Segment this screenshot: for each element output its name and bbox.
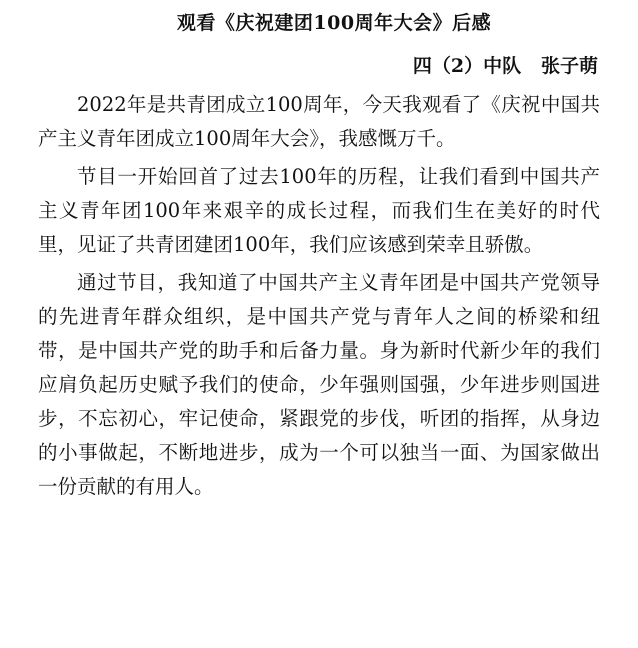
paragraph: 通过节目，我知道了中国共产主义青年团是中国共产党领导的先进青年群众组织，是中国共产党与青年人之间的桥梁和纽带，是中国共产党的助手和后备力量。身为新时代新少年的我们应肩负起历史赋予我们的使命，少年强则国强，少年进步则国进步，不忘初心，牢记使命，紧跟党的步伐，听团的指挥，从身边的小事做起，不断地进步，成为一个可以独当一面、为国家做出一份贡献的有用人。 xyxy=(38,271,600,498)
document-body xyxy=(38,88,600,508)
document-title: 观看《庆祝建团100周年大会》后感 xyxy=(176,12,492,34)
paragraph: 2022年是共青团成立100周年，今天我观看了《庆祝中国共产主义青年团成立100周年大会》，我感慨万千。 xyxy=(38,93,600,150)
paragraph: 节目一开始回首了过去100年的历程，让我们看到中国共产主义青年团100年来艰辛的成长过程，而我们生在美好的时代里，见证了共青团建团100年，我们应该感到荣幸且骄傲。 xyxy=(38,165,600,256)
document-author: 四（2）中队 张子萌 xyxy=(412,55,598,77)
